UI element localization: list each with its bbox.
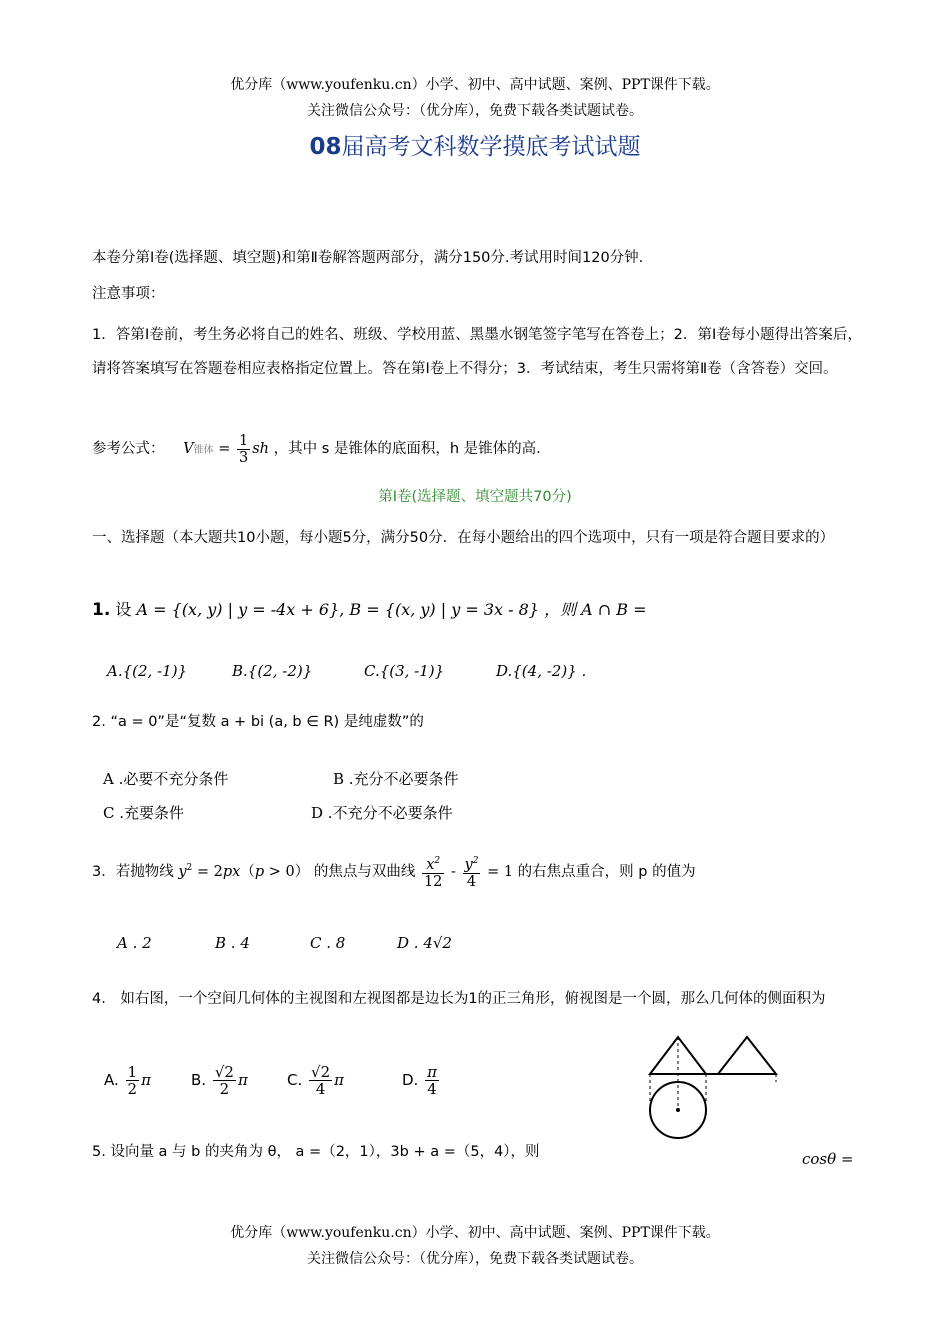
q1-option-c: C.{(3, -1)}: [364, 662, 445, 680]
q4-option-d: D. $\frac{\pi}{4}$: [402, 1063, 437, 1098]
q5-cos-theta: cosθ =: [802, 1150, 854, 1168]
q1-option-a: A.{(2, -1)}: [107, 662, 188, 680]
q2-option-c: C .充要条件: [103, 804, 185, 822]
q3-option-a: A . 2: [117, 934, 152, 952]
side-view-triangle: [718, 1037, 776, 1074]
q4-option-a: A. $\frac{1}{2}$ π: [104, 1063, 151, 1098]
part-instructions: 一、选择题（本大题共10小题，每小题5分，满分50分．在每小题给出的四个选项中，只有一项是符合题目要求的）: [92, 530, 835, 546]
question-2: 2. “a = 0”是“复数 a + bi (a, b ∈ R) 是纯虚数”的: [92, 714, 424, 730]
q2-option-a: A .必要不充分条件: [103, 770, 229, 788]
question-3: 3．若抛物线 $y^2 = 2px(p > 0)$ 的焦点与双曲线 $\frac{x^2}{12}$ - $\frac{y^2}{4}$ = 1 的右焦点重合，则 p 的值为: [92, 848, 862, 892]
geometry-figure: [640, 1030, 790, 1146]
q4-option-b: B. $\frac{√2}{2}$ π: [191, 1063, 248, 1098]
question-1: 1. 设 A = {(x, y) | y = -4x + 6}, B = {(x, y) | y = 3x - 8} ，则 A ∩ B =: [92, 600, 647, 620]
intro-line: 本卷分第Ⅰ卷(选择题、填空题)和第Ⅱ卷解答题两部分，满分150分.考试用时间120分钟.: [92, 250, 644, 266]
page-title: 08届高考文科数学摸底考试试题: [309, 134, 641, 160]
notes-text: 1．答第Ⅰ卷前，考生务必将自己的姓名、班级、学校用蓝、黑墨水钢笔签字笔写在答卷上；2．第Ⅰ卷每小题得出答案后，请将答案填写在答题卷相应表格指定位置上。答在第Ⅰ卷上不得分；3．考试结束，考生只需将第Ⅱ卷（含答卷）交回。: [92, 327, 862, 377]
q3-option-d: D . 4√2: [397, 934, 452, 952]
question-5: 5. 设向量 a 与 b 的夹角为 θ， a =（2，1），3b + a =（5，4），则: [92, 1144, 540, 1160]
question-4: 4. 如右图，一个空间几何体的主视图和左视图都是边长为1的正三角形，俯视图是一个圆，那么几何体的侧面积为: [92, 991, 826, 1007]
q4-option-c: C. $\frac{√2}{4}$ π: [287, 1063, 344, 1098]
notes-label: 注意事项：: [92, 286, 165, 302]
header-line-1: 优分库（www.youfenku.cn）小学、初中、高中试题、案例、PPT课件下载。: [230, 77, 720, 93]
formula-line: 参考公式： V锥体 = $\frac{1}{3}$ sh ，其中 s 是锥体的底面积，h 是锥体的高.: [92, 432, 541, 466]
q1-option-b: B.{(2, -2)}: [232, 662, 313, 680]
section-title: 第Ⅰ卷(选择题、填空题共70分): [378, 489, 572, 505]
q2-option-b: B .充分不必要条件: [333, 770, 459, 788]
header-line-2: 关注微信公众号：（优分库），免费下载各类试题试卷。: [307, 103, 643, 119]
q3-option-b: B . 4: [215, 934, 250, 952]
q2-option-d: D .不充分不必要条件: [311, 804, 453, 822]
q1-option-d: D.{(4, -2)} .: [496, 662, 587, 680]
q3-option-c: C . 8: [310, 934, 346, 952]
footer-line-1: 优分库（www.youfenku.cn）小学、初中、高中试题、案例、PPT课件下载。: [230, 1225, 720, 1241]
footer-line-2: 关注微信公众号：（优分库），免费下载各类试题试卷。: [307, 1251, 643, 1267]
